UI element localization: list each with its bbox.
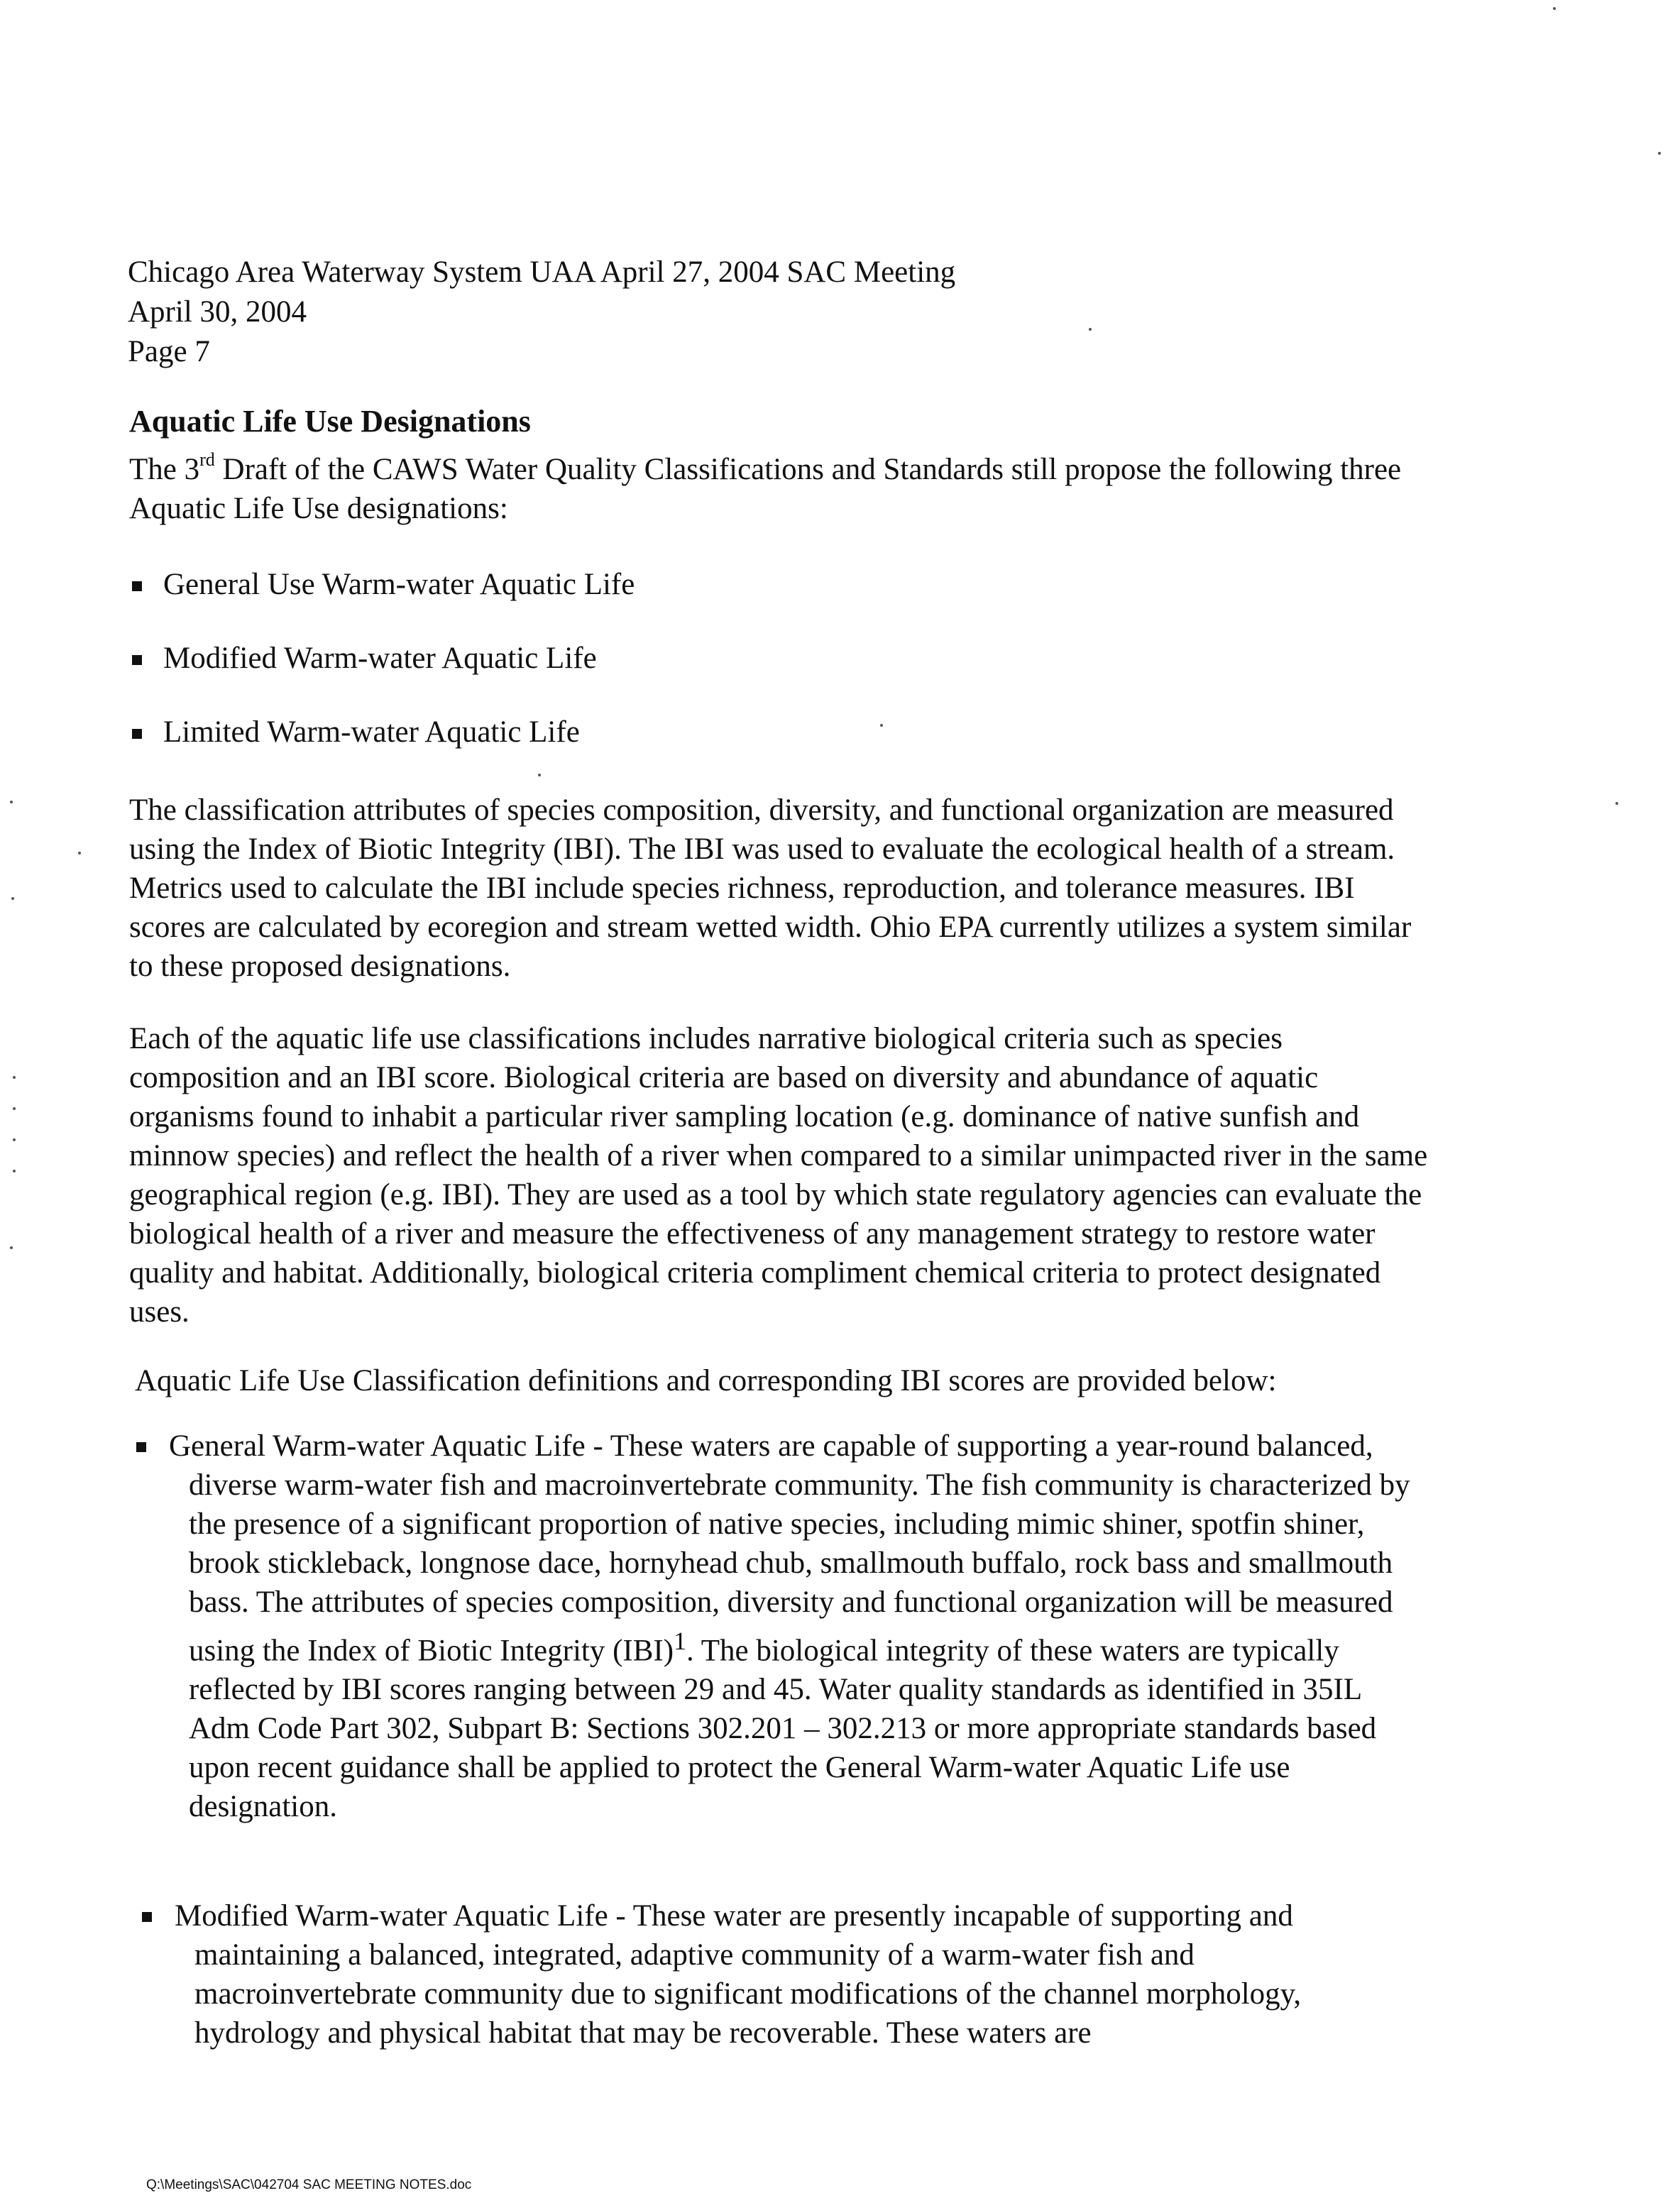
header-page-number: Page 7 bbox=[128, 335, 210, 368]
bullet-square-icon bbox=[132, 655, 142, 665]
definition-modified-text: Modified Warm-water Aquatic Life - These water are presently incapable of supporting and maintaining a balanced, integrated, adaptive community of a warm-water fish and macroinvertebrate community due to significant modifications of the channel morphology, hydrology and physical habitat that may be recoverable. These waters are bbox=[175, 1899, 1302, 2050]
designation-label: Limited Warm-water Aquatic Life bbox=[163, 715, 580, 749]
definition-general-warm-water bbox=[169, 1427, 1425, 1826]
designation-item bbox=[129, 639, 635, 678]
scan-speck bbox=[538, 774, 541, 776]
biological-criteria-paragraph: Each of the aquatic life use classifications includes narrative biological criteria such as species composition and an IBI score. Biological criteria are based on diversity and abundance of aquatic organisms found to inhabit a particular river sampling location (e.g. dominance of native sunfish and minnow species) and reflect the health of a river when compared to a similar unimpacted river in the same geographical region (e.g. IBI). They are used as a tool by which state regulatory agencies can evaluate the biological health of a river and measure the effectiveness of any management strategy to restore water quality and habitat. Additionally, biological criteria compliment chemical criteria to protect designated uses. bbox=[129, 1022, 1428, 1329]
bullet-square-icon bbox=[136, 1442, 146, 1452]
bullet-square-icon bbox=[132, 729, 142, 739]
header-meeting-title: Chicago Area Waterway System UAA April 27, 2004 SAC Meeting bbox=[128, 256, 956, 289]
scan-speck bbox=[1658, 152, 1661, 155]
bullet-square-icon bbox=[132, 581, 142, 591]
footnote-reference: 1 bbox=[674, 1627, 686, 1655]
intro-paragraph bbox=[129, 450, 1428, 528]
scan-speck bbox=[13, 1076, 16, 1079]
header-date: April 30, 2004 bbox=[128, 295, 307, 329]
intro-superscript: rd bbox=[199, 449, 215, 470]
section-title: Aquatic Life Use Designations bbox=[129, 404, 531, 439]
classification-paragraph: The classification attributes of species composition, diversity, and functional organization are measured using the Index of Biotic Integrity (IBI). The IBI was used to evaluate the ecological health of a stream. Metrics used to calculate the IBI include species richness, reproduction, and tolerance measures. IBI scores are calculated by ecoregion and stream wetted width. Ohio EPA currently utilizes a system similar to these proposed designations. bbox=[129, 793, 1412, 983]
scan-speck bbox=[1553, 7, 1556, 10]
scan-speck bbox=[10, 801, 13, 803]
page-header bbox=[128, 253, 955, 372]
definition-modified-warm-water bbox=[175, 1896, 1424, 2053]
scan-speck bbox=[1615, 802, 1618, 805]
scan-speck bbox=[13, 1170, 16, 1172]
bullet-square-icon bbox=[142, 1912, 152, 1922]
definitions-intro-paragraph: Aquatic Life Use Classification definitions and corresponding IBI scores are provided below: bbox=[135, 1364, 1277, 1397]
scan-speck bbox=[880, 724, 883, 727]
intro-text-start: The 3 bbox=[129, 453, 200, 486]
scan-speck bbox=[78, 852, 81, 855]
designation-label: General Use Warm-water Aquatic Life bbox=[163, 568, 635, 601]
designation-list bbox=[129, 565, 635, 786]
designation-item bbox=[129, 713, 635, 752]
definition-text bbox=[169, 1427, 1425, 1826]
scan-speck bbox=[1089, 328, 1092, 331]
scan-speck bbox=[10, 1246, 13, 1249]
scan-speck bbox=[13, 1107, 16, 1110]
scan-speck bbox=[13, 1138, 16, 1141]
designation-item bbox=[129, 565, 635, 604]
designation-label: Modified Warm-water Aquatic Life bbox=[163, 642, 597, 675]
intro-text-end: Draft of the CAWS Water Quality Classifications and Standards still propose the following three Aquatic Life Use designations: bbox=[129, 453, 1402, 525]
definition-general-text-end: . The biological integrity of these waters are typically reflected by IBI scores ranging between 29 and 45. Water quality standards as identified in 35IL Adm Code Part 302, Subpart B: Sections 302.201 – 302.213 or more appropriate standards based upon recent guidance shall be applied to protect the General Warm-water Aquatic Life use designation. bbox=[189, 1634, 1377, 1824]
definition-general-text-start: General Warm-water Aquatic Life - These waters are capable of supporting a year-round balanced, diverse warm-water fish and macroinvertebrate community. The fish community is characterized by the presence of a significant proportion of native species, including mimic shiner, spotfin shiner, brook stickleback, longnose dace, hornyhead chub, smallmouth buffalo, rock bass and smallmouth bass. The attributes of species composition, diversity and functional organization will be measured using the Index of Biotic Integrity (IBI) bbox=[169, 1429, 1410, 1668]
footer-file-path: Q:\Meetings\SAC\042704 SAC MEETING NOTES.doc bbox=[146, 2177, 472, 2192]
scan-speck bbox=[11, 897, 14, 900]
